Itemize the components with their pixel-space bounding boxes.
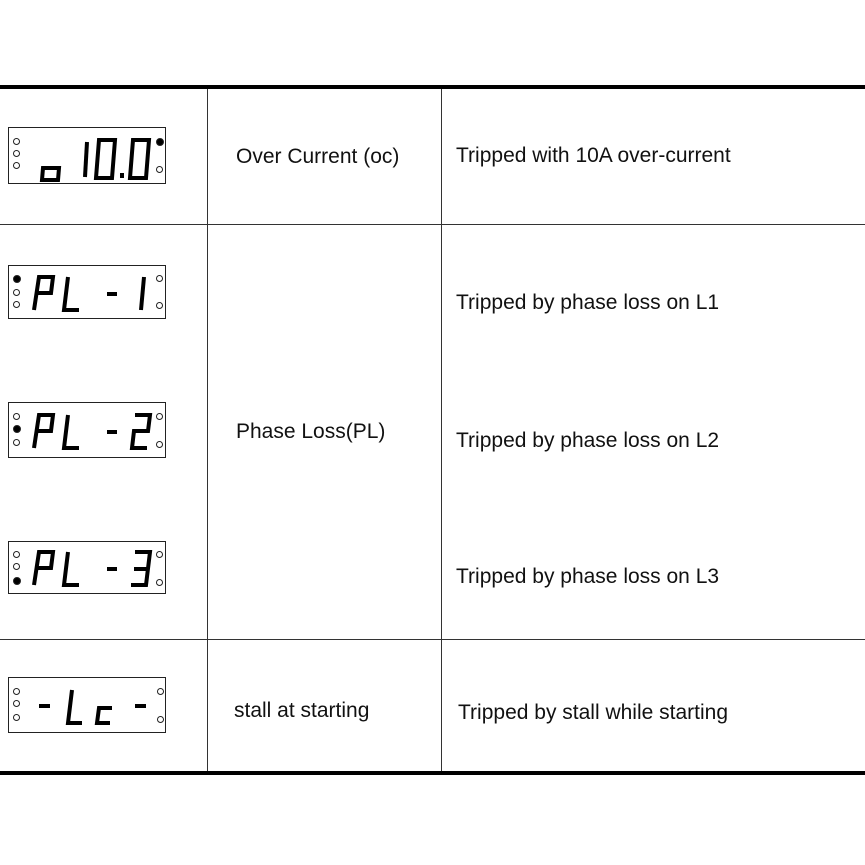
seven-segment-readout xyxy=(9,266,167,320)
indicator-led xyxy=(13,714,20,721)
row-divider xyxy=(0,224,865,225)
fault-description: Tripped by phase loss on L1 xyxy=(456,291,720,314)
indicator-led xyxy=(156,275,163,282)
led-display-oc xyxy=(8,127,166,184)
indicator-led xyxy=(156,166,163,173)
fault-name: Over Current (oc) xyxy=(236,145,400,168)
fault-name: Phase Loss(PL) xyxy=(236,420,386,443)
led-display-lc xyxy=(8,677,166,733)
table-top-border xyxy=(0,85,865,89)
indicator-led xyxy=(156,551,163,558)
seven-segment-readout xyxy=(9,128,167,185)
indicator-led xyxy=(13,700,20,707)
led-display-pl3 xyxy=(8,541,166,594)
indicator-led xyxy=(156,302,163,309)
indicator-led xyxy=(13,138,20,145)
indicator-led xyxy=(13,551,20,558)
indicator-led xyxy=(13,563,20,570)
indicator-led xyxy=(13,301,20,308)
fault-description: Tripped by phase loss on L3 xyxy=(456,565,720,588)
fault-description: Tripped with 10A over-current xyxy=(456,144,731,167)
fault-name: stall at starting xyxy=(234,699,370,722)
indicator-led-on xyxy=(13,275,21,283)
seven-segment-readout xyxy=(9,678,167,734)
led-display-pl1 xyxy=(8,265,166,319)
column-divider xyxy=(207,89,208,771)
indicator-led xyxy=(156,579,163,586)
indicator-led xyxy=(13,439,20,446)
indicator-led xyxy=(13,413,20,420)
indicator-led xyxy=(13,688,20,695)
indicator-led xyxy=(13,150,20,157)
indicator-led xyxy=(156,413,163,420)
seven-segment-readout xyxy=(9,542,167,595)
seven-segment-readout xyxy=(9,403,167,459)
indicator-led-on xyxy=(13,577,21,585)
fault-description: Tripped by phase loss on L2 xyxy=(456,429,720,452)
fault-description: Tripped by stall while starting xyxy=(458,701,729,724)
indicator-led-on xyxy=(156,138,164,146)
indicator-led-on xyxy=(13,425,21,433)
table-bottom-border xyxy=(0,771,865,775)
indicator-led xyxy=(13,162,20,169)
led-display-pl2 xyxy=(8,402,166,458)
indicator-led xyxy=(156,441,163,448)
indicator-led xyxy=(13,289,20,296)
column-divider xyxy=(441,89,442,771)
row-divider xyxy=(0,639,865,640)
indicator-led xyxy=(157,688,164,695)
indicator-led xyxy=(157,716,164,723)
